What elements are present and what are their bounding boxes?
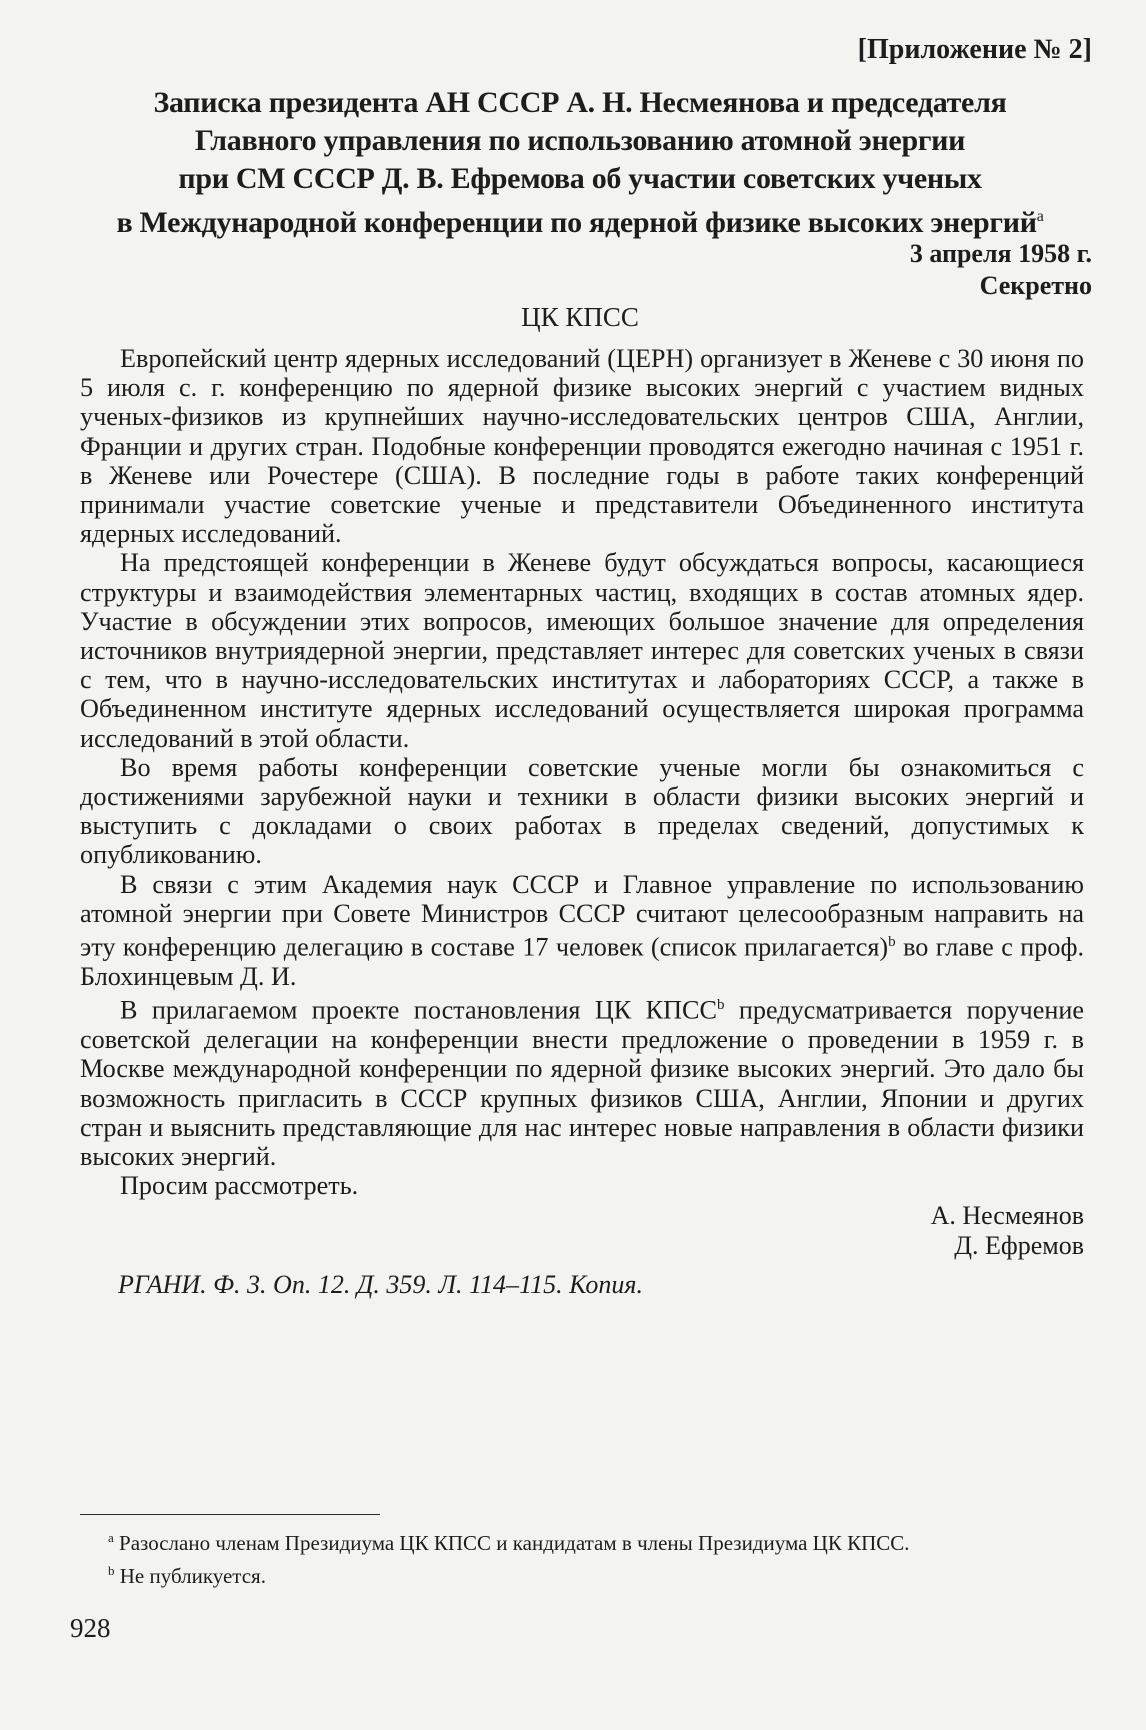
- archival-source: РГАНИ. Ф. 3. Оп. 12. Д. 359. Л. 114–115. Копия.: [118, 1270, 643, 1299]
- footnote: $^b$ Не публикуется.: [108, 1563, 266, 1588]
- addressee: ЦК КПСС: [521, 302, 639, 332]
- signature-block: [931, 1201, 1084, 1261]
- title-line: при СМ СССР Д. В. Ефремова об участии советских ученых: [178, 162, 982, 195]
- footnote-divider: [80, 1514, 380, 1515]
- document-date: 3 апреля 1958 г.: [909, 239, 1092, 268]
- date-block: [910, 238, 1092, 302]
- footnote-mark: a: [1036, 208, 1044, 225]
- body-paragraph: Во время работы конференции советские ученые могли бы ознакомиться с достижениями зарубежной науки и техники в области физики высоких энергий и выступить с докладами о своих работах в пределах сведений, допустимых к опубликованию.: [80, 752, 1084, 870]
- body-paragraph: В прилагаемом проекте постановления ЦК КПСС$^b$ предусматривается поручение советской делегации на конференции внести предложение о проведении в 1959 г. в Москве международной конференции по ядерной физике высоких энергий. Это дало бы возможность пригласить в СССР крупных физиков США, Англии, Японии и других стран и выяснить представляющие для нас интерес новые направления в области физики высоких энергий.: [80, 995, 1085, 1171]
- document-title: [80, 84, 1080, 242]
- classification-label: Секретно: [979, 271, 1092, 300]
- title-line: Главного управления по использованию атомной энергии: [194, 124, 966, 157]
- body-paragraph: На предстоящей конференции в Женеве будут обсуждаться вопросы, касающиеся структуры и взаимодействия элементарных частиц, входящих в состав атомных ядер. Участие в обсуждении этих вопросов, имеющих большое значение для определения источников внутриядерной энергии, представляет интерес для советских ученых в связи с тем, что в научно-исследовательских институтах и лабораториях СССР, а также в Объединенном институте ядерных исследований осуществляется широкая программа исследований в этой области.: [80, 548, 1084, 753]
- title-line: Записка президента АН СССР А. Н. Несмеянова и председателя: [153, 86, 1007, 119]
- signature: А. Несмеянов: [930, 1201, 1084, 1230]
- page-number: 928: [70, 1613, 111, 1643]
- body-paragraph: Просим рассмотреть.: [120, 1171, 359, 1201]
- signature: Д. Ефремов: [954, 1231, 1084, 1260]
- attachment-label: [Приложение № 2]: [857, 34, 1092, 65]
- document-body: [80, 344, 1084, 1200]
- footnote: $^a$ Разослано членам Президиума ЦК КПСС и кандидатам в члены Президиума ЦК КПСС.: [108, 1530, 910, 1555]
- body-paragraph: В связи с этим Академия наук СССР и Главное управление по использованию атомной энергии при Совете Министров СССР считают целесообразным направить на эту конференцию делегацию в составе 17 человек (список прилагается)$^b$ во главе с проф. Блохинцевым Д. И.: [80, 869, 1084, 991]
- footnote-mark: b: [888, 934, 896, 951]
- title-line: в Международной конференции по ядерной физике высоких энергий$^a$: [116, 206, 1044, 239]
- footnote-mark: b: [716, 997, 725, 1014]
- footnotes: [108, 1524, 1088, 1590]
- body-paragraph: Европейский центр ядерных исследований (ЦЕРН) организует в Женеве с 30 июня по 5 июля с. г. конференцию по ядерной физике высоких энергий с участием видных ученых-физиков из крупнейших научно-исследовательских центров США, Англии, Франции и других стран. Подобные конференции проводятся ежегодно начиная с 1951 г. в Женеве или Рочестере (США). В последние годы в работе таких конференций принимали участие советские ученые и представители Объединенного института ядерных исследований.: [80, 344, 1084, 549]
